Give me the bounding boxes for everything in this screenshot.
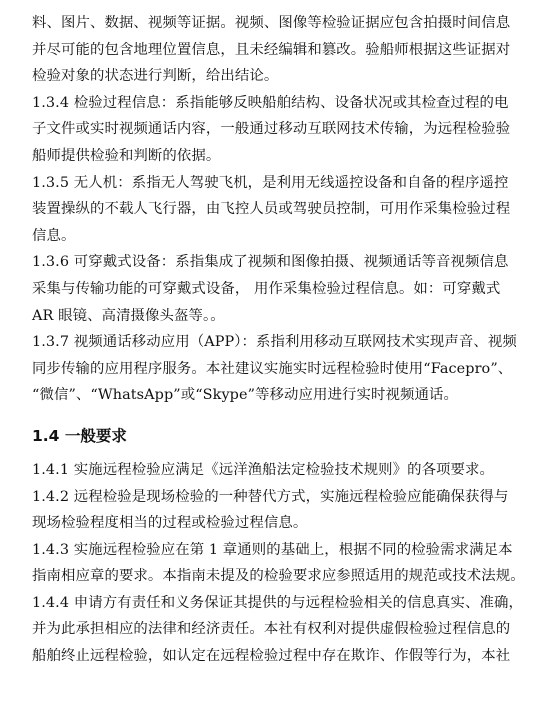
text-line: 1.3.6 可穿戴式设备：系指集成了视频和图像拍摄、视频通话等音视频信息 (32, 254, 509, 271)
text-line: 并尽可能的包含地理位置信息，且未经编辑和篡改。验船师根据这些证据对 (32, 41, 511, 58)
paragraph (32, 90, 517, 170)
text-line: 料、图片、数据、视频等证据。视频、图像等检验证据应包含拍摄时间信息 (32, 15, 511, 31)
paragraph (32, 590, 524, 670)
text-line: 采集与传输功能的可穿戴式设备， 用作采集检验过程信息。如：可穿戴式 (32, 280, 501, 297)
text-line: 同步传输的应用程序服务。本社建议实施实时远程检验时使用“Facepro”、 (32, 360, 513, 377)
text-line: 1.3.5 无人机：系指无人驾驶飞机，是利用无线遥控设备和自备的程序遥控 (32, 174, 509, 191)
text-line: AR 眼镜、高清摄像头盔等。。 (32, 307, 225, 324)
text-line: 指南相应章的要求。本指南未提及的检验要求应参照适用的规范或技术法规。 (32, 568, 525, 585)
text-line: 1.3.7 视频通话移动应用（APP）：系指利用移动互联网技术实现声音、视频 (32, 334, 517, 351)
text-line: 1.4.3 实施远程检验应在第 1 章通则的基础上，根据不同的检验需求满足本 (32, 541, 513, 558)
text-line: 船师提供检验和判断的依据。 (32, 147, 221, 164)
paragraph (32, 457, 517, 484)
text-line: 并为此承担相应的法律和经济责任。本社有权利对提供虚假检验过程信息的 (32, 621, 511, 638)
paragraph (32, 249, 517, 329)
text-line: 船舶终止远程检验，如认定在远程检验过程中存在欺诈、作假等行为，本社 (32, 648, 511, 665)
section-heading: 1.4 一般要求 (32, 426, 127, 445)
paragraph (32, 10, 517, 90)
text-line: 现场检验程度相当的过程或检验过程信息。 (32, 515, 308, 532)
text-line: 1.4.4 申请方有责任和义务保证其提供的与远程检验相关的信息真实、准确， (32, 594, 524, 611)
text-line: 检验对象的状态进行判断，给出结论。 (32, 68, 279, 85)
general-requirements-section (32, 457, 525, 670)
text-line: “微信”、“WhatsApp”或“Skype”等移动应用进行实时视频通话。 (32, 387, 458, 404)
text-line: 1.3.4 检验过程信息：系指能够反映船舶结构、设备状况或其检查过程的电 (32, 94, 509, 111)
paragraph (32, 537, 525, 590)
paragraph (32, 484, 517, 537)
text-line: 装置操纵的不载人飞行器，由飞控人员或驾驶员控制，可用作采集检验过程 (32, 201, 511, 218)
text-line: 子文件或实时视频通话内容，一般通过移动互联网技术传输，为远程检验验 (32, 121, 511, 138)
text-line: 信息。 (32, 227, 76, 244)
paragraph (32, 329, 517, 409)
text-line: 1.4.1 实施远程检验应满足《远洋渔船法定检验技术规则》的各项要求。 (32, 461, 495, 478)
text-line: 1.4.2 远程检验是现场检验的一种替代方式，实施远程检验应能确保获得与 (32, 488, 509, 505)
definitions-section (32, 10, 517, 409)
paragraph (32, 170, 517, 250)
